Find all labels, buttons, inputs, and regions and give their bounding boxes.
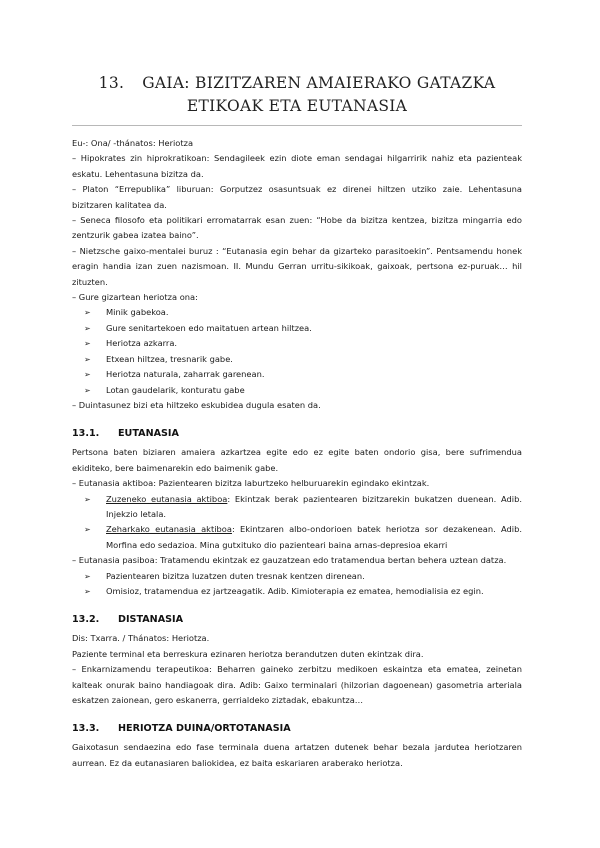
ortotanasia-line: Gaixotasun sendaezina edo fase terminala duena artatzen dutenek behar bezala jardutea heriotzaren aurrean. Ez da eutanasiaren baliokidea, ez baita eskariaren araberako heriotza. [72, 742, 522, 768]
arrow-bullet-icon: ➢ [84, 525, 91, 535]
passive-euthanasia-list [72, 569, 522, 600]
list-item: ➢ Zuzeneko eutanasia aktiboa: Ekintzak berak pazientearen bizitzarekin bukatzen duenean. Adib. Injekzio letala. [84, 493, 522, 519]
arrow-bullet-icon: ➢ [84, 323, 91, 333]
term: Zuzeneko eutanasia aktiboa [106, 493, 228, 504]
arrow-bullet-icon: ➢ [84, 339, 91, 349]
section-heading-eutanasia: 13.1. EUTANASIA [72, 428, 179, 440]
section-heading-distanasia: 13.2. DISTANASIA [72, 614, 184, 626]
list-item: ➢ Pazientearen bizitza luzatzen duten tresnak kentzen direnean. [72, 569, 522, 584]
section-heading-heriotza-duina: 13.3. HERIOTZA DUINA/ORTOTANASIA [72, 723, 291, 735]
active-euthanasia-list [72, 492, 522, 554]
list-item: ➢ Omisioz, tratamendua ez jartzeagatik. Adib. Kimioterapia ez ematea, hemodialisia ez egin. [72, 584, 522, 599]
list-item: ➢ Zeharkako eutanasia aktiboa: Ekintzaren albo-ondorioen batek heriotza sor dezakenean. Adib. Morfina edo sedazioa. Mina gutxituko dio pazienteari baina arnas-depresioa ekarri [84, 524, 522, 550]
document-title [72, 72, 522, 118]
chapter-number: 13. [98, 74, 125, 92]
arrow-bullet-icon: ➢ [84, 370, 91, 380]
good-death-list [72, 305, 522, 397]
eutanasia-definition: Pertsona baten biziaren amaiera azkartzea egite edo ez egite baten ondorio gisa, bere sufrimendua ekiditeko, bere baimenarekin edo baimenik gabe. [72, 447, 522, 473]
arrow-bullet-icon: ➢ [84, 354, 91, 364]
title-line-2: ETIKOAK ETA EUTANASIA [186, 97, 408, 115]
intro-closing: – Duintasunez bizi eta hiltzeko eskubidea dugula esaten da. [72, 399, 321, 410]
list-item: ➢ Etxean hiltzea, tresnarik gabe. [72, 352, 522, 367]
intro-line: – Nietzsche gaixo-mentalei buruz : “Eutanasia egin behar da gizarteko parasitoekin”. Pentsamendu honek eragin handia izan zuen nazismoan. II. Mundu Gerran urritu-sikikoak, gaixoak, pertsona ez-puruak… hil zituzten. [72, 245, 522, 287]
list-item: ➢ Gure senitartekoen edo maitatuen artean hiltzea. [72, 321, 522, 336]
term: Zeharkako eutanasia aktiboa [106, 524, 232, 535]
title-line-1: GAIA: BIZITZAREN AMAIERAKO GATAZKA [142, 74, 496, 92]
arrow-bullet-icon: ➢ [84, 308, 91, 318]
arrow-bullet-icon: ➢ [84, 385, 91, 395]
active-euthanasia: – Eutanasia aktiboa: Pazientearen bizitza laburtzeko helburuarekin egindako ekintzak. [72, 478, 430, 489]
distanasia-line: Paziente terminal eta berreskura ezinaren heriotza berandutzen duten ekintzak dira. [72, 648, 424, 659]
passive-euthanasia: – Eutanasia pasiboa: Tratamendu ekintzak ez gauzatzean edo tratamendua bertan behera uztean datza. [72, 555, 507, 566]
intro-line: – Seneca filosofo eta politikari erromatarrak esan zuen: “Hobe da bizitza kentzea, bizitza mingarria edo zentzurik gabea izatea baino”. [72, 215, 522, 241]
distanasia-line: – Enkarnizamendu terapeutikoa: Beharren gaineko zerbitzu medikoen eskaintza eta ematea, zeinetan kalteak onurak baino handiagoak dira. Adib: Gaixo terminalari (hilzorian dagoenean) gasometria arteriala eskatzen zaionean, gero eskanerra, gerrialdeko ziztadak, ebakuntza… [72, 664, 522, 705]
intro-line: – Gure gizartean heriotza ona: [72, 292, 198, 303]
title-divider [72, 125, 522, 126]
list-item: ➢ Heriotza azkarra. [72, 336, 522, 351]
list-item: ➢ Lotan gaudelarik, konturatu gabe [72, 383, 522, 398]
intro-line: Eu-: Ona/ -thánatos: Heriotza [72, 138, 194, 148]
list-item: ➢ Heriotza naturala, zaharrak garenean. [72, 367, 522, 382]
arrow-bullet-icon: ➢ [84, 571, 91, 581]
arrow-bullet-icon: ➢ [84, 586, 91, 596]
distanasia-line: Dis: Txarra. / Thánatos: Heriotza. [72, 633, 210, 644]
intro-line: – Hipokrates zin hiprokratikoan: Sendagileek ezin diote eman sendagai hilgarririk nahiz eta pazienteak eskatu. Lehentasuna bizitza da. [72, 153, 522, 179]
intro-line: – Platon “Errepublika” liburuan: Gorputzez osasuntsuak ez direnei hiltzen utziko zaie. Lehentasuna bizitzaren kalitatea da. [72, 184, 522, 210]
list-item: ➢ Minik gabekoa. [72, 305, 522, 320]
arrow-bullet-icon: ➢ [84, 494, 91, 504]
